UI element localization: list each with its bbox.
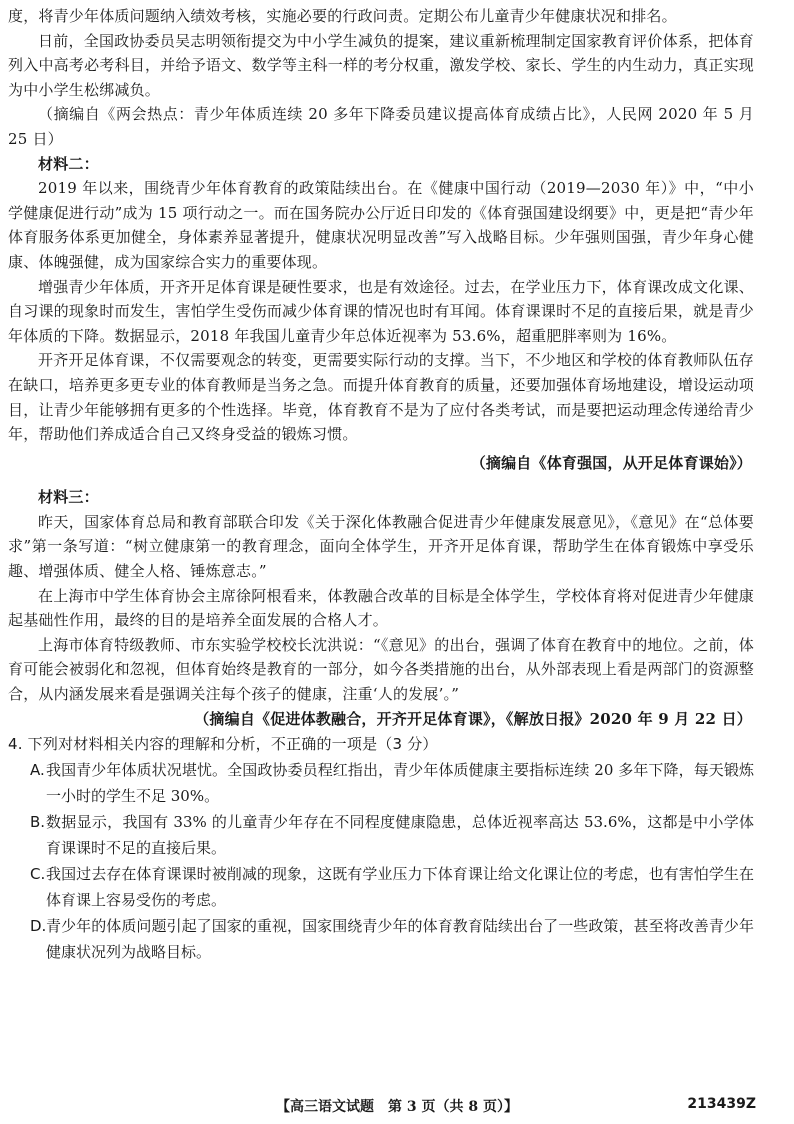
material-two-paragraph-2: 增强青少年体质，开齐开足体育课是硬性要求，也是有效途径。过去，在学业压力下，体育课改成文化课、自习课的现象时而发生，害怕学生受伤而减少体育课的情况也时有耳闻。体育课课时不足的直接后果，就是青少年体质的下降。数据显示，2018 年我国儿童青少年总体近视率为 53.6%，超重肥胖率则为 16%。 — [8, 277, 754, 345]
option-text: 青少年的体质问题引起了国家的重视，国家围绕青少年的体育教育陆续出台了一些政策，甚至将改善青少年健康状况列为战略目标。 — [46, 917, 754, 962]
material-two-heading: 材料二： — [38, 154, 99, 173]
question-stem: 4. 下列对材料相关内容的理解和分析，不正确的一项是（3 分） — [8, 735, 438, 754]
source-citation-1: （摘编自《两会热点：青少年体质连续 20 多年下降委员建议提高体育成绩占比》，人民网 2020 年 5 月 25 日） — [8, 105, 754, 148]
option-b[interactable] — [8, 809, 754, 861]
material-two-paragraph-3: 开齐开足体育课，不仅需要观念的转变，更需要实际行动的支撑。当下，不少地区和学校的体育教师队伍存在缺口，培养更多更专业的体育教师是当务之急。而提升体育教育的质量，还要加强体育场地建设，增设运动项目，让青少年能够拥有更多的个性选择。毕竟，体育教育不是为了应付各类考试，而是要把运动理念传递给青少年，帮助他们养成适合自己又终身受益的锻炼习惯。 — [8, 351, 754, 444]
paragraph-continued: 度，将青少年体质问题纳入绩效考核，实施必要的行政问责。定期公布儿童青少年健康状况和排名。 — [8, 7, 677, 25]
option-c[interactable] — [8, 861, 754, 913]
option-letter: D. — [30, 917, 47, 936]
option-text: 数据显示，我国有 33% 的儿童青少年存在不同程度健康隐患，总体近视率高达 53.6%，这都是中小学体育课课时不足的直接后果。 — [46, 813, 754, 858]
material-three-paragraph-2: 在上海市中学生体育协会主席徐阿根看来，体教融合改革的目标是全体学生，学校体育将对促进青少年健康起基础性作用，最终的目的是培养全面发展的合格人才。 — [8, 586, 754, 630]
paragraph-proposal: 日前，全国政协委员吴志明领衔提交为中小学生减负的提案，建议重新梳理制定国家教育评价体系，把体育列入中高考必考科目，并给予语文、数学等主科一样的考分权重，激发学校、家长、学生的内生动力，真正实现为中小学生松绑减负。 — [8, 31, 754, 99]
option-letter: B. — [30, 813, 46, 832]
source-citation-2: （摘编自《体育强国，从开足体育课始》） — [470, 453, 752, 472]
option-letter: C. — [30, 865, 46, 884]
option-d[interactable] — [8, 913, 754, 965]
material-three-paragraph-1: 昨天，国家体育总局和教育部联合印发《关于深化体教融合促进青少年健康发展意见》，《意见》在“总体要求”第一条写道：“树立健康第一的教育理念，面向全体学生，开齐开足体育课，帮助学生在体育锻炼中享受乐趣、增强体质、健全人格、锤炼意志。” — [8, 512, 754, 581]
option-text: 我国过去存在体育课课时被削减的现象，这既有学业压力下体育课让给文化课让位的考虑，也有害怕学生在体育课上容易受伤的考虑。 — [46, 865, 754, 910]
page-number: 【高三语文试题 第 3 页（共 8 页）】 — [276, 1099, 518, 1115]
material-three-heading: 材料三： — [38, 488, 99, 507]
material-three-paragraph-3: 上海市体育特级教师、市东实验学校校长沈洪说：“《意见》的出台，强调了体育在教育中的地位。之前，体育可能会被弱化和忽视，但体育始终是教育的一部分，如今各类措施的出台，从外部表现上看是两部门的资源整合，从内涵发展来看是强调关注每个孩子的健康，注重‘人的发展’。” — [8, 635, 754, 704]
source-citation-3: （摘编自《促进体教融合，开齐开足体育课》，《解放日报》2020 年 9 月 22 日） — [194, 709, 752, 728]
material-two-paragraph-1: 2019 年以来，围绕青少年体育教育的政策陆续出台。在《健康中国行动（2019—2030 年）》中，“中小学健康促进行动”成为 15 项行动之一。而在国务院办公厅近日印发的《体育强国建设纲要》中，更是把“青少年体育服务体系更加健全，身体素养显著提升，健康状况明显改善”写入战略目标。少年强则国强，青少年身心健康、体魄强健，成为国家综合实力的重要体现。 — [8, 179, 754, 271]
page-footer — [0, 1096, 794, 1118]
option-text: 我国青少年体质状况堪忧。全国政协委员程红指出，青少年体质健康主要指标连续 20 多年下降，每天锻炼一小时的学生不足 30%。 — [46, 761, 754, 806]
option-a[interactable] — [8, 757, 754, 809]
option-letter: A. — [30, 761, 45, 780]
exam-code: 213439Z — [687, 1096, 756, 1112]
